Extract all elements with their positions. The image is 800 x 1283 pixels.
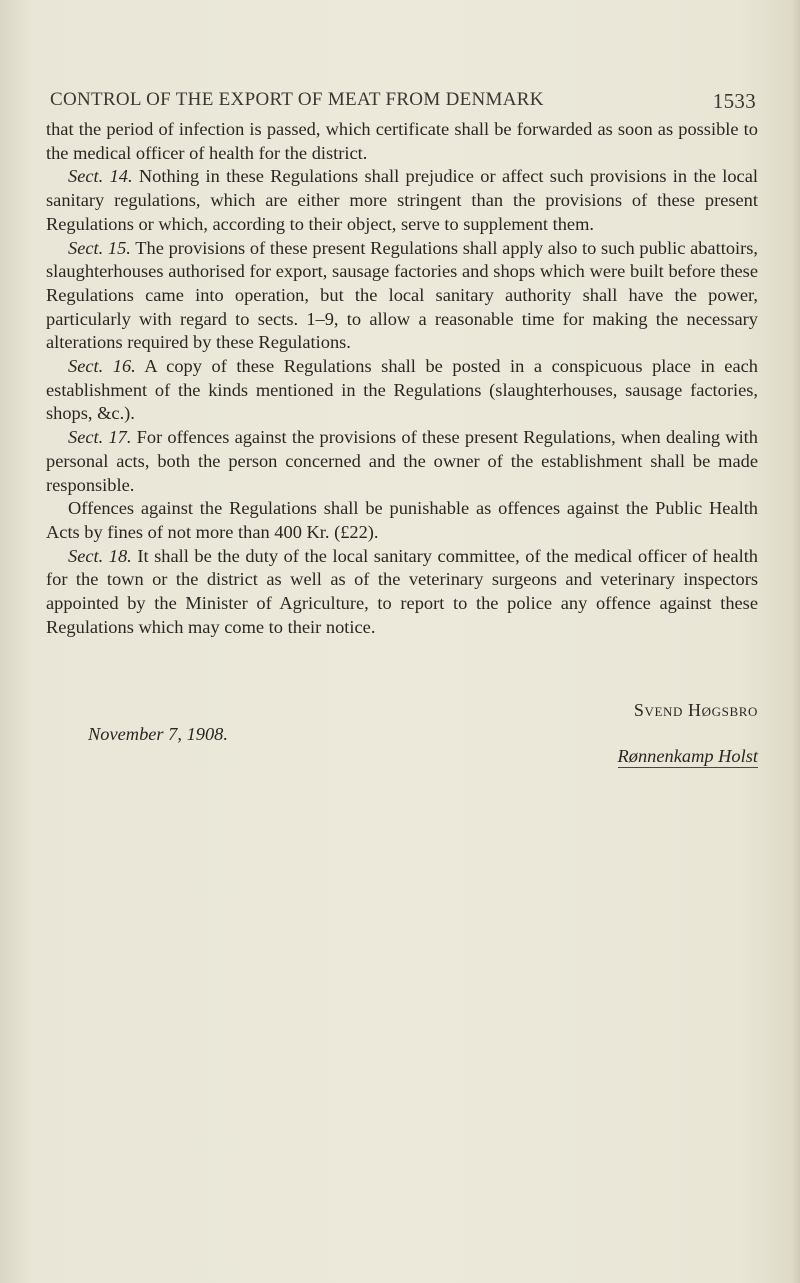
section-17-text: For offences against the provisions of these present Regulations, when dealing with personal acts, both the person concerned and the owner of the establishment shall be made responsible.	[46, 427, 758, 495]
section-17-label: Sect. 17.	[68, 427, 132, 448]
paragraph-continuation: that the period of infection is passed, which certificate shall be forwarded as soon as possible to the medical officer of health for the district.	[46, 119, 758, 163]
page-number: 1533	[712, 89, 756, 113]
paragraph-offences: Offences against the Regulations shall be punishable as offences against the Public Health Acts by fines of not more than 400 Kr. (£22).	[46, 498, 758, 542]
section-15-label: Sect. 15.	[68, 237, 131, 258]
signature-holst: Rønnenkamp Holst	[617, 746, 758, 766]
section-17	[46, 426, 758, 497]
section-16-text: A copy of these Regulations shall be posted in a conspicuous place in each establishment of the kinds mentioned in the Regulations (slaughterhouses, sausage factories, shops, &c.).	[46, 356, 758, 424]
section-18-label: Sect. 18.	[68, 545, 132, 566]
page-edge-shadow	[792, 0, 800, 1283]
signature-hogsbro: Svend Høgsbro	[633, 700, 758, 720]
section-14-label: Sect. 14.	[68, 166, 133, 187]
section-14-text: Nothing in these Regulations shall prejudice or affect such provisions in the local sanitary regulations, which are either more stringent than the provisions of these present Regulations or which, according to their object, serve to supplement them.	[46, 166, 758, 234]
section-15	[46, 237, 758, 356]
body-text	[46, 118, 758, 639]
section-18	[46, 545, 758, 640]
section-14	[46, 165, 758, 236]
section-18-text: It shall be the duty of the local sanitary committee, of the medical officer of health for the town or the district as well as of the veterinary surgeons and veterinary inspectors appointed by the Minister of Agriculture, to report to the police any offence against these Regulations which may come to their notice.	[46, 545, 758, 637]
section-16	[46, 355, 758, 426]
running-title: CONTROL OF THE EXPORT OF MEAT FROM DENMARK	[50, 89, 544, 110]
section-15-text: The provisions of these present Regulations shall apply also to such public abattoirs, slaughterhouses authorised for export, sausage factories and shops which were built before these Regulations came into operation, but the local sanitary authority shall have the power, particularly with regard to sects. 1–9, to allow a reasonable time for making the necessary alterations required by these Regulations.	[46, 237, 758, 353]
running-head	[50, 89, 756, 117]
signature-holst-block	[618, 746, 758, 767]
date-line: November 7, 1908.	[88, 724, 228, 744]
section-16-label: Sect. 16.	[68, 356, 136, 377]
